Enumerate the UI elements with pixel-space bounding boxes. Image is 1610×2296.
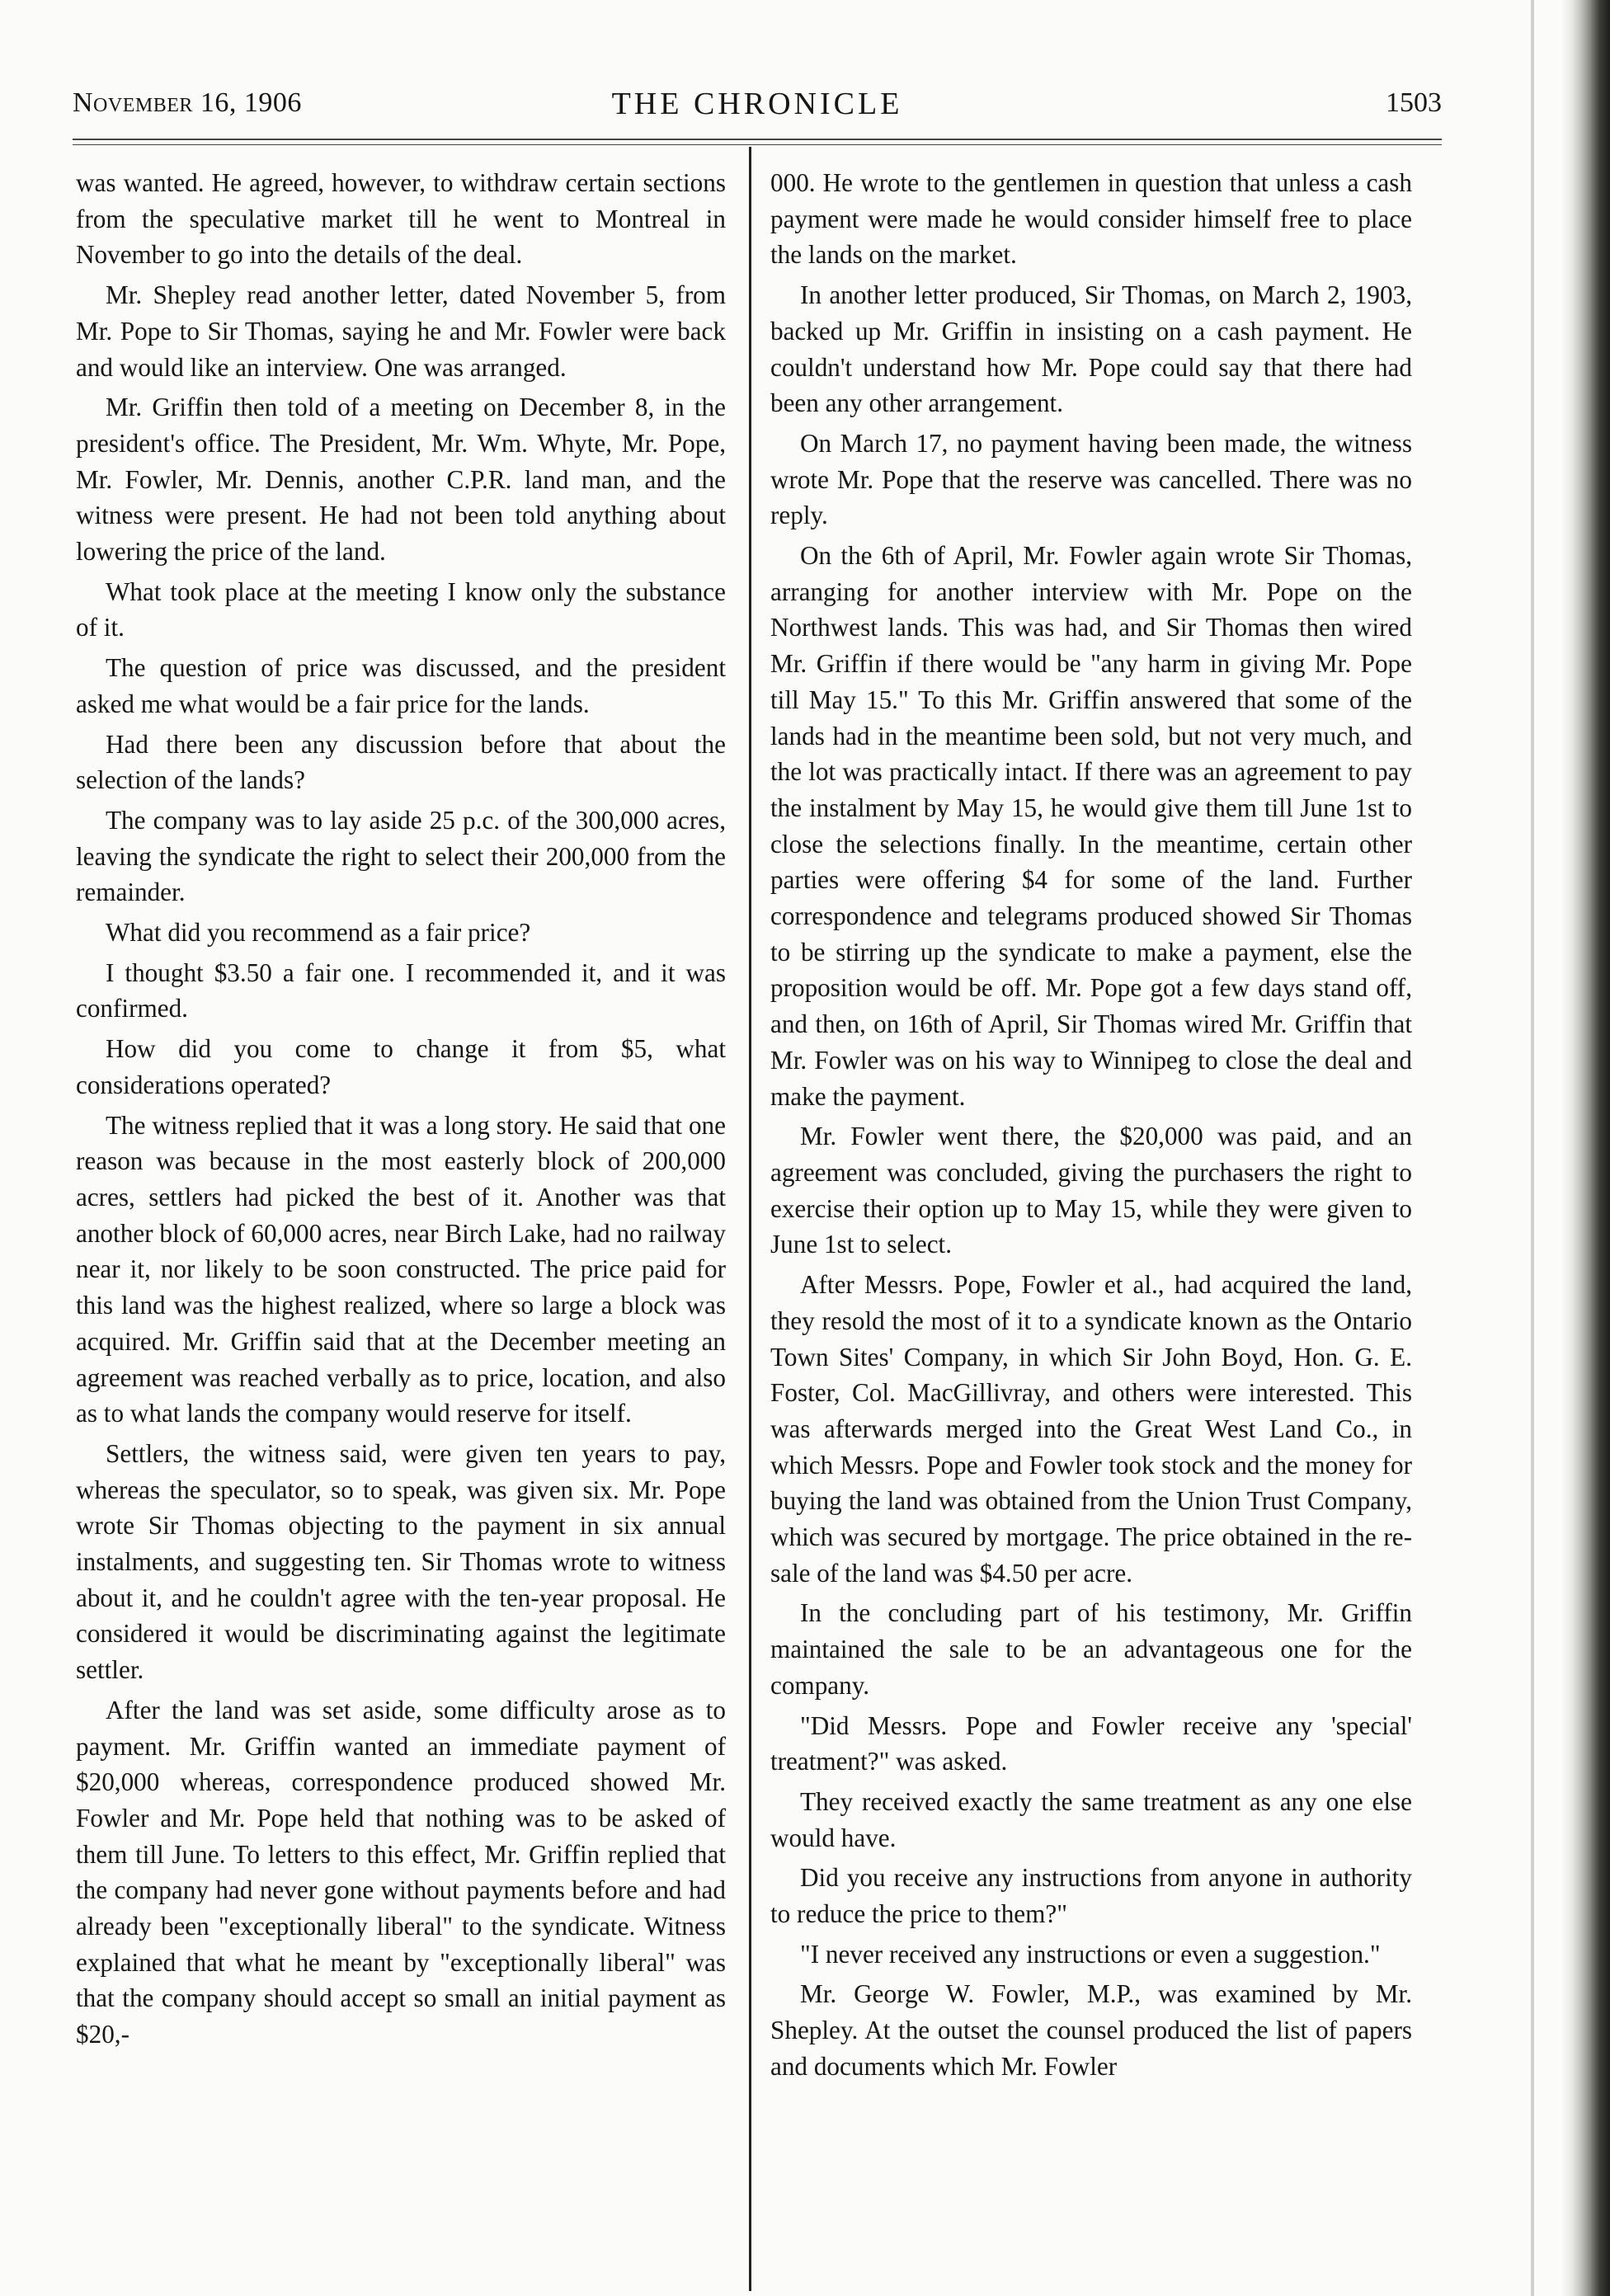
column-divider [749,147,751,2291]
paragraph: In another letter produced, Sir Thomas, on March 2, 1903, backed up Mr. Griffin in insisting on a cash payment. He couldn't understand how Mr. Pope could say that there had been any other arrangement. [770,280,1412,418]
issue-date: November 16, 1906 [73,87,302,118]
paragraph: "Did Messrs. Pope and Fowler receive any 'special' treatment?" was asked. [770,1710,1412,1776]
paragraph: Settlers, the witness said, were given ten years to pay, whereas the speculator, so to speak, was given six. Mr. Pope wrote Sir Thomas objecting to the payment in six annual instalments, and suggesting ten. Sir Thomas wrote to witness about it, and he couldn't agree with the ten-year proposal. He considered it would be discriminating against the legitimate settler. [76,1438,726,1685]
paragraph: How did you come to change it from $5, what considerations operated? [76,1034,726,1099]
paragraph: They received exactly the same treatment as any one else would have. [770,1786,1412,1852]
page-header [73,82,1442,132]
paragraph: On the 6th of April, Mr. Fowler again wrote Sir Thomas, arranging for another interview with Mr. Pope on the Northwest lands. This was had, and Sir Thomas then wired Mr. Griffin if there would be "any harm in giving Mr. Pope till May 15." To this Mr. Griffin answered that some of the lands had in the meantime been sold, but not very much, and the lot was practically intact. If there was an agreement to pay the instalment by May 15, he would give them till June 1st to close the selections finally. In the meantime, certain other parties were offering $4 for some of the land. Further correspondence and telegrams produced showed Sir Thomas to be stirring up the syndicate to make a payment, else the proposition would be off. Mr. Pope got a few days stand off, and then, on 16th of April, Sir Thomas wired Mr. Griffin that Mr. Fowler was on his way to Winnipeg to close the deal and make the payment. [770,541,1412,1111]
left-column [76,165,726,2284]
right-column [770,165,1412,2284]
paragraph: The witness replied that it was a long story. He said that one reason was because in the most easterly block of 200,000 acres, settlers had picked the best of it. Another was that another block of 60,000 acres, near Birch Lake, had no railway near it, nor likely to be soon constructed. The price paid for this land was the highest realized, where so large a block was acquired. Mr. Griffin said that at the December meeting an agreement was reached verbally as to price, location, and also as to what lands the company would reserve for itself. [76,1110,726,1428]
paragraph: The question of price was discussed, and the president asked me what would be a fair price for the lands. [76,653,726,718]
paragraph: Did you receive any instructions from anyone in authority to reduce the price to them?" [770,1863,1412,1929]
binding-edge [1559,0,1610,2296]
paragraph: Mr. Fowler went there, the $20,000 was paid, and an agreement was concluded, giving the purchasers the right to exercise their option up to May 15, while they were given to June 1st to select. [770,1122,1412,1259]
header-rule-thin [73,144,1442,145]
paragraph: In the concluding part of his testimony, Mr. Griffin maintained the sale to be an advantageous one for the company. [770,1598,1412,1700]
paragraph: The company was to lay aside 25 p.c. of the 300,000 acres, leaving the syndicate the right to select their 200,000 from the remainder. [76,805,726,907]
paragraph: What took place at the meeting I know only the substance of it. [76,576,726,642]
paragraph: Mr. George W. Fowler, M.P., was examined by Mr. Shepley. At the outset the counsel produced the list of papers and documents which Mr. Fowler [770,1979,1412,2081]
paragraph: After Messrs. Pope, Fowler et al., had acquired the land, they resold the most of it to a syndicate known as the Ontario Town Sites' Company, in which Sir John Boyd, Hon. G. E. Foster, Col. MacGillivray, and others were interested. This was afterwards merged into the Great West Land Co., in which Messrs. Pope and Fowler took stock and the money for buying the land was obtained from the Union Trust Company, which was secured by mortgage. The price obtained in the re-sale of the land was $4.50 per acre. [770,1270,1412,1588]
paragraph: 000. He wrote to the gentlemen in question that unless a cash payment were made he would consider himself free to place the lands on the market. [770,168,1412,270]
paragraph: Mr. Griffin then told of a meeting on December 8, in the president's office. The President, Mr. Wm. Whyte, Mr. Pope, Mr. Fowler, Mr. Dennis, another C.P.R. land man, and the witness were present. He had not been told anything about lowering the price of the land. [76,393,726,567]
paragraph: Mr. Shepley read another letter, dated November 5, from Mr. Pope to Sir Thomas, saying he and Mr. Fowler were back and would like an interview. One was arranged. [76,280,726,382]
paragraph: "I never received any instructions or even a suggestion." [800,1939,1381,1969]
publication-title: THE CHRONICLE [611,87,903,121]
page-fold-line [1531,0,1534,2296]
paragraph: was wanted. He agreed, however, to withdraw certain sections from the speculative market till he went to Montreal in November to go into the details of the deal. [76,168,726,270]
paragraph: I thought $3.50 a fair one. I recommended it, and it was confirmed. [76,957,726,1023]
paragraph: After the land was set aside, some difficulty arose as to payment. Mr. Griffin wanted an immediate payment of $20,000 whereas, correspondence produced showed Mr. Fowler and Mr. Pope held that nothing was to be asked of them till June. To letters to this effect, Mr. Griffin replied that the company had never gone without payments before and had already been "exceptionally liberal" to the syndicate. Witness explained that what he meant by "exceptionally liberal" was that the company should accept so small an initial payment as $20,- [76,1695,726,2049]
paragraph: What did you recommend as a fair price? [106,918,531,948]
paragraph: On March 17, no payment having been made, the witness wrote Mr. Pope that the reserve was cancelled. There was no reply. [770,428,1412,530]
page-number: 1503 [1386,87,1442,118]
header-rule [73,139,1442,140]
paragraph: Had there been any discussion before that about the selection of the lands? [76,729,726,795]
